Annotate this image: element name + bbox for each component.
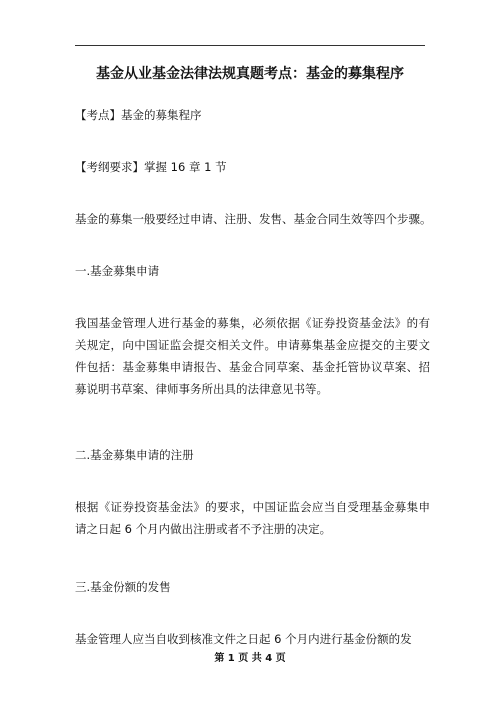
section-heading-1: 一.基金募集申请 (75, 264, 160, 278)
page-number: 第 1 页 共 4 页 (214, 653, 286, 664)
header-rule (75, 45, 425, 46)
section-body-2: 根据《证券投资基金法》的要求，中国证监会应当自受理基金募集申请之日起 6 个月内做出注册或者不予注册的决定。 (75, 500, 430, 536)
section-heading-2: 二.基金募集申请的注册 (75, 448, 194, 462)
topic-line: 【考点】基金的募集程序 (75, 108, 202, 122)
requirement-line: 【考纲要求】掌握 16 章 1 节 (75, 160, 227, 174)
section-body-3: 基金管理人应当自收到核准文件之日起 6 个月内进行基金份额的发 (75, 632, 412, 646)
document-title: 基金从业基金法律法规真题考点：基金的募集程序 (96, 66, 404, 82)
section-body-1: 我国基金管理人进行基金的募集，必须依据《证券投资基金法》的有关规定，向中国证监会提交相关文件。申请募集基金应提交的主要文件包括：基金募集申请报告、基金合同草案、基金托管协议草案、招募说明书草案、律师事务所出具的法律意见书等。 (75, 316, 430, 396)
intro-paragraph: 基金的募集一般要经过申请、注册、发售、基金合同生效等四个步骤。 (75, 212, 432, 226)
section-heading-3: 三.基金份额的发售 (75, 580, 171, 594)
